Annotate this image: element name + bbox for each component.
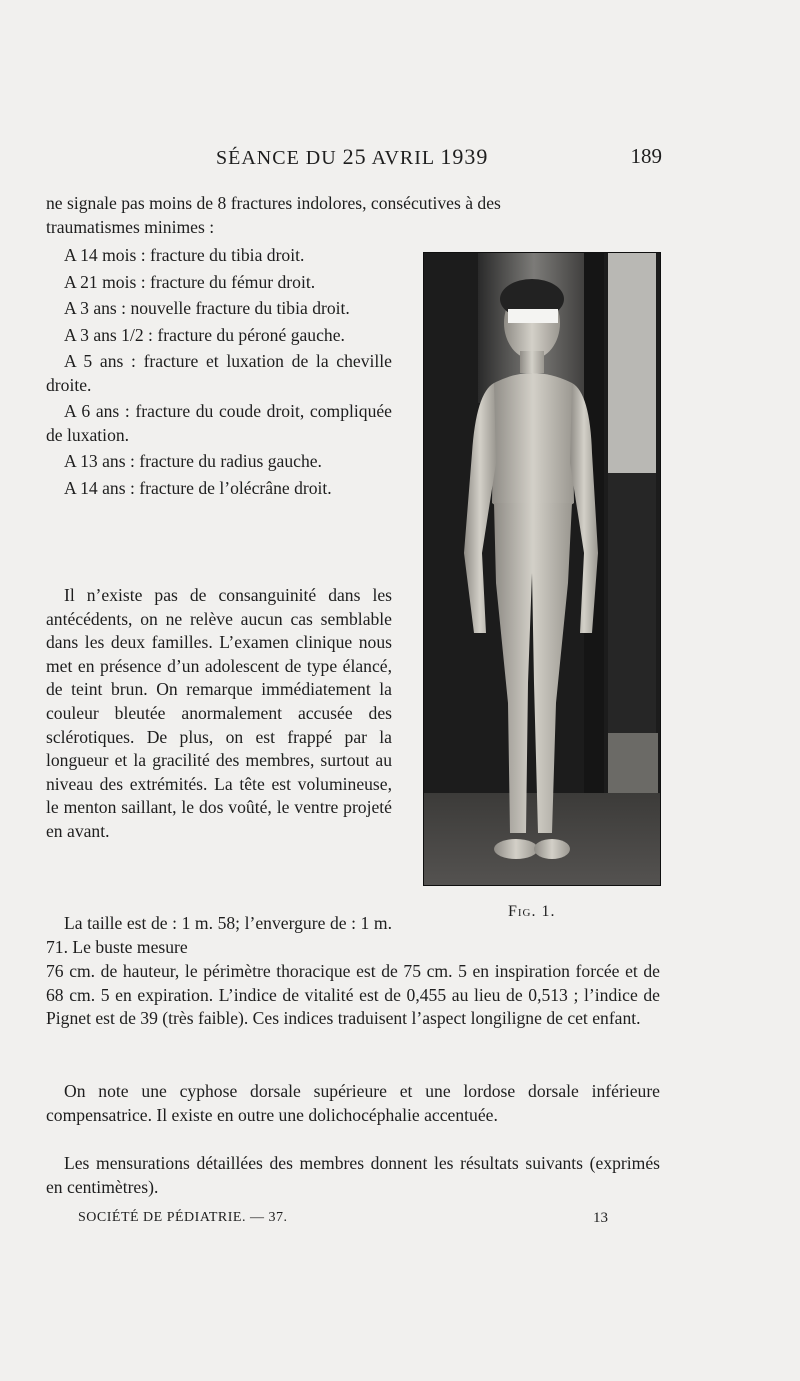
taille-text-full: 76 cm. de hauteur, le périmètre thoracique est de 75 cm. 5 en inspiration forcée et de 68 cm. 5 en expiration. L’indice de vitalité est de 0,455 au lieu de 0,513 ; l’indice de Pignet est de 39 (très faible). Ces indices traduisent l’aspect longiligne de cet enfant. [46, 961, 660, 1028]
photo-eye-bar [508, 309, 558, 323]
running-header [46, 140, 662, 172]
taille-paragraph-narrow [46, 912, 392, 959]
fracture-item: A 14 ans : fracture de l’olécrâne droit. [64, 477, 332, 498]
header-title [216, 144, 488, 170]
taille-paragraph-full [46, 960, 660, 1031]
fracture-item: A 3 ans 1/2 : fracture du péroné gauche. [64, 324, 345, 345]
header-title-month: AVRIL [371, 147, 435, 169]
fracture-list [46, 244, 392, 503]
page-footer [78, 1210, 608, 1234]
intro-paragraph [46, 192, 660, 239]
page-number: 189 [630, 144, 662, 168]
exam-text: Il n’existe pas de consanguinité dans les antécédents, on ne relève aucun cas semblable dans les deux familles. L’examen clinique nous met en présence d’un adolescent de type élancé, de teint brun. On remarque immédiatement la couleur bleutée anormalement accusée des sclérotiques. De plus, on est frappé par la longueur et la gracilité des membres, surtout au niveau des extrémités. La tête est volumineuse, le menton saillant, le dos voûté, le ventre projeté en avant. [46, 585, 392, 841]
figure-photo-svg [424, 253, 660, 885]
intro-line-2: traumatismes minimes : [46, 216, 215, 237]
fracture-item: A 6 ans : fracture du coude droit, compliquée de luxation. [46, 401, 392, 445]
exam-paragraph [46, 584, 392, 844]
fracture-item: A 3 ans : nouvelle fracture du tibia droit. [64, 298, 350, 318]
fracture-item: A 13 ans : fracture du radius gauche. [64, 451, 322, 471]
photo-radiator [608, 733, 658, 793]
footer-signature: 13 [593, 1210, 608, 1226]
footer-journal: SOCIÉTÉ DE PÉDIATRIE. — 37. [78, 1210, 288, 1225]
cyphose-paragraph [46, 1080, 660, 1127]
header-title-prefix: SÉANCE DU [216, 147, 337, 169]
mensurations-paragraph [46, 1152, 660, 1199]
header-title-year: 1939 [440, 144, 489, 169]
fracture-item: A 21 mois : fracture du fémur droit. [64, 271, 316, 292]
figure-caption: Fig. 1. [508, 903, 556, 920]
header-title-day: 25 [342, 144, 367, 169]
taille-text-narrow: La taille est de : 1 m. 58; l’envergure de : 1 m. 71. Le buste mesure [46, 913, 392, 957]
mensurations-text: Les mensurations détaillées des membres donnent les résultats suivants (exprimés en centimètres). [46, 1153, 660, 1197]
intro-line-1: ne signale pas moins de 8 fractures indolores, consécutives à des [46, 193, 501, 213]
cyphose-text: On note une cyphose dorsale supérieure et une lordose dorsale inférieure compensatrice. Il existe en outre une dolichocéphalie accentuée. [46, 1081, 660, 1125]
photo-dark-panel [608, 473, 656, 733]
figure-photograph [424, 253, 660, 885]
fracture-item: A 5 ans : fracture et luxation de la cheville droite. [46, 351, 392, 395]
fracture-item: A 14 mois : fracture du tibia droit. [64, 245, 305, 265]
photo-curtain [608, 253, 656, 473]
